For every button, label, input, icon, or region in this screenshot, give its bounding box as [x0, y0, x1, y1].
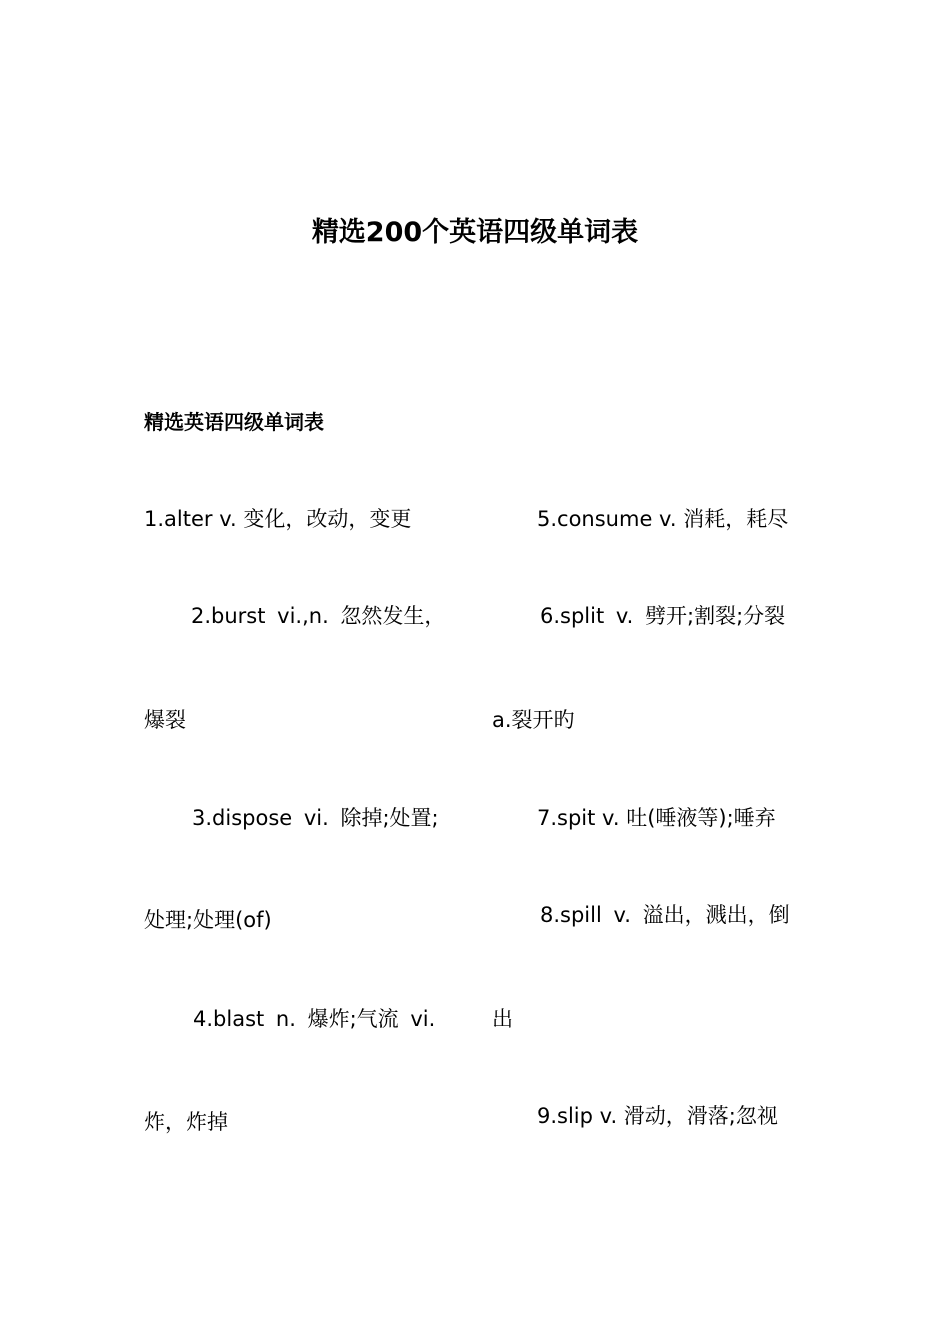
entry-split-continued: a.裂开旳 [492, 708, 575, 732]
entry-spill-continued: 出 [492, 1007, 513, 1031]
entry-spill: 8.spill v. 溢出，溅出，倒 [540, 903, 790, 927]
entry-split: 6.split v. 劈开;割裂;分裂 [540, 604, 786, 628]
entry-consume: 5.consume v. 消耗，耗尽 [537, 507, 789, 531]
page-title: 精选200个英语四级单词表 [311, 217, 639, 248]
entry-dispose-continued: 处理;处理(of) [144, 908, 272, 932]
entry-spit: 7.spit v. 吐(唾液等);唾弃 [537, 806, 776, 830]
entry-slip: 9.slip v. 滑动，滑落;忽视 [537, 1104, 778, 1128]
entry-burst-continued: 爆裂 [144, 708, 186, 732]
entry-burst: 2.burst vi.,n. 忽然发生， [191, 604, 446, 628]
entry-dispose: 3.dispose vi. 除掉;处置; [192, 806, 439, 830]
section-heading: 精选英语四级单词表 [144, 410, 324, 434]
entry-blast-continued: 炸，炸掉 [144, 1110, 228, 1134]
entry-blast: 4.blast n. 爆炸;气流 vi. [193, 1007, 436, 1031]
entry-alter: 1.alter v. 变化，改动，变更 [144, 507, 412, 531]
